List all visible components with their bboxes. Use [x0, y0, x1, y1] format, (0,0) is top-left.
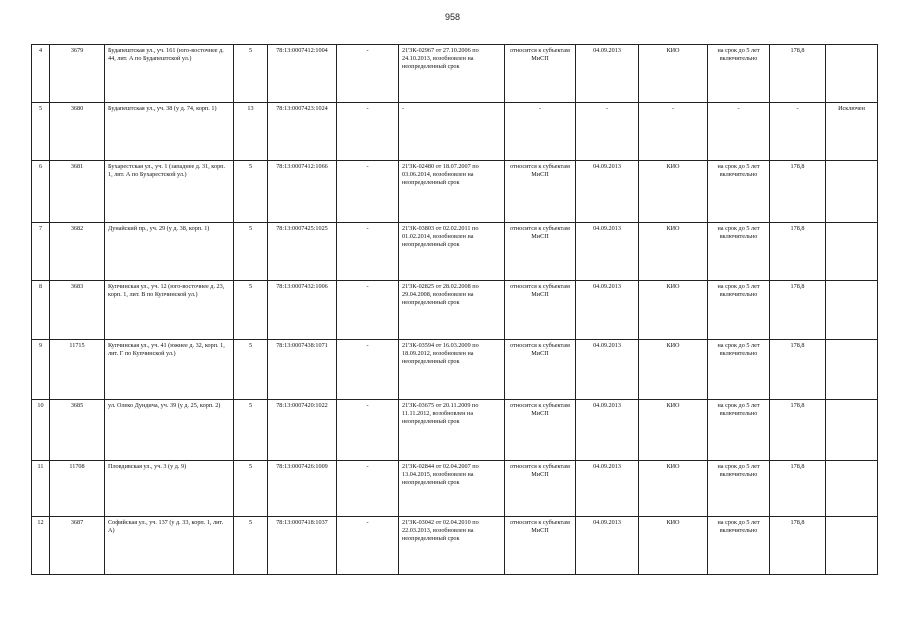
count-cell: 5	[234, 340, 268, 400]
date-cell: 04.09.2013	[576, 281, 639, 340]
area-cell: 178,8	[770, 161, 826, 223]
contract-cell: 21'ЗК-03042 от 02.04.2010 по 22.03.2013, возобновлен на неопределенный срок	[399, 517, 505, 575]
address-cell: Будапештская ул., уч. 38 (у д. 74, корп. 1)	[105, 103, 234, 161]
note-cell	[826, 400, 878, 461]
address-cell: Бухарестская ул., уч. 1 (западнее д. 31, корп. 1, лит. А по Бухарестской ул.)	[105, 161, 234, 223]
count-cell: 5	[234, 461, 268, 517]
dash-cell: -	[337, 340, 399, 400]
area-cell: 178,8	[770, 223, 826, 281]
area-cell: 178,8	[770, 400, 826, 461]
organization-cell: КИО	[639, 281, 708, 340]
address-cell: Пловдивская ул., уч. 3 (у д. 9)	[105, 461, 234, 517]
row-number: 6	[32, 161, 50, 223]
cadastral-number: 78:13:0007438:1071	[268, 340, 337, 400]
dash-cell: -	[337, 281, 399, 340]
page-number: 958	[444, 12, 461, 22]
table-row	[32, 161, 878, 223]
area-cell: -	[770, 103, 826, 161]
table-body	[32, 45, 878, 575]
date-cell: 04.09.2013	[576, 45, 639, 103]
cadastral-number: 78:13:0007426:1009	[268, 461, 337, 517]
object-id: 3681	[50, 161, 105, 223]
count-cell: 5	[234, 223, 268, 281]
cadastral-number: 78:13:0007412:1004	[268, 45, 337, 103]
term-cell: на срок до 5 лет включительно	[708, 461, 770, 517]
date-cell: 04.09.2013	[576, 161, 639, 223]
term-cell: -	[708, 103, 770, 161]
note-cell	[826, 517, 878, 575]
contract-cell: 21'ЗК-03675 от 20.11.2009 по 11.11.2012, возобновлен на неопределенный срок	[399, 400, 505, 461]
contract-cell: 21'ЗК-02967 от 27.10.2006 по 24.10.2013, возобновлен на неопределенный срок	[399, 45, 505, 103]
subject-cell: относится к субъектам МиСП	[505, 517, 576, 575]
organization-cell: КИО	[639, 161, 708, 223]
area-cell: 178,8	[770, 340, 826, 400]
dash-cell: -	[337, 161, 399, 223]
row-number: 11	[32, 461, 50, 517]
cadastral-number: 78:13:0007412:1066	[268, 161, 337, 223]
note-cell	[826, 161, 878, 223]
dash-cell: -	[337, 400, 399, 461]
subject-cell: относится к субъектам МиСП	[505, 461, 576, 517]
term-cell: на срок до 5 лет включительно	[708, 517, 770, 575]
row-number: 7	[32, 223, 50, 281]
contract-cell: 21'ЗК-03803 от 02.02.2011 по 01.02.2014, возобновлен на неопределенный срок	[399, 223, 505, 281]
note-cell	[826, 281, 878, 340]
row-number: 8	[32, 281, 50, 340]
table-row	[32, 223, 878, 281]
dash-cell: -	[337, 45, 399, 103]
note-cell	[826, 223, 878, 281]
term-cell: на срок до 5 лет включительно	[708, 340, 770, 400]
subject-cell: относится к субъектам МиСП	[505, 161, 576, 223]
area-cell: 178,8	[770, 281, 826, 340]
organization-cell: -	[639, 103, 708, 161]
organization-cell: КИО	[639, 340, 708, 400]
object-id: 3683	[50, 281, 105, 340]
object-id: 11715	[50, 340, 105, 400]
term-cell: на срок до 5 лет включительно	[708, 45, 770, 103]
address-cell: ул. Олеко Дундича, уч. 39 (у д. 25, корп. 2)	[105, 400, 234, 461]
registry-table	[31, 44, 878, 575]
contract-cell: 21'ЗК-02844 от 02.04.2007 по 13.04.2015, возобновлен на неопределенный срок	[399, 461, 505, 517]
count-cell: 5	[234, 281, 268, 340]
count-cell: 5	[234, 45, 268, 103]
object-id: 11708	[50, 461, 105, 517]
dash-cell: -	[337, 103, 399, 161]
object-id: 3679	[50, 45, 105, 103]
cadastral-number: 78:13:0007423:1024	[268, 103, 337, 161]
cadastral-number: 78:13:0007425:1025	[268, 223, 337, 281]
address-cell: Дунайский пр., уч. 29 (у д. 38, корп. 1)	[105, 223, 234, 281]
row-number: 12	[32, 517, 50, 575]
count-cell: 5	[234, 400, 268, 461]
note-cell	[826, 340, 878, 400]
date-cell: 04.09.2013	[576, 400, 639, 461]
area-cell: 178,8	[770, 45, 826, 103]
date-cell: -	[576, 103, 639, 161]
subject-cell: относится к субъектам МиСП	[505, 400, 576, 461]
address-cell: Будапештская ул., уч. 161 (юго-восточнее д. 44, лит. А по Будапештской ул.)	[105, 45, 234, 103]
organization-cell: КИО	[639, 223, 708, 281]
cadastral-number: 78:13:0007418:1037	[268, 517, 337, 575]
contract-cell: 21'ЗК-02825 от 28.02.2008 по 29.04.2008, возобновлен на неопределенный срок	[399, 281, 505, 340]
count-cell: 5	[234, 161, 268, 223]
date-cell: 04.09.2013	[576, 340, 639, 400]
note-cell: Исключен	[826, 103, 878, 161]
term-cell: на срок до 5 лет включительно	[708, 223, 770, 281]
address-cell: Купчинская ул., уч. 12 (юго-восточнее д. 23, корп. 1, лит. В по Купчинской ул.)	[105, 281, 234, 340]
table-row	[32, 340, 878, 400]
object-id: 3680	[50, 103, 105, 161]
object-id: 3682	[50, 223, 105, 281]
subject-cell: -	[505, 103, 576, 161]
row-number: 10	[32, 400, 50, 461]
object-id: 3685	[50, 400, 105, 461]
subject-cell: относится к субъектам МиСП	[505, 45, 576, 103]
date-cell: 04.09.2013	[576, 461, 639, 517]
count-cell: 13	[234, 103, 268, 161]
table-row	[32, 461, 878, 517]
row-number: 4	[32, 45, 50, 103]
subject-cell: относится к субъектам МиСП	[505, 223, 576, 281]
dash-cell: -	[337, 517, 399, 575]
organization-cell: КИО	[639, 400, 708, 461]
contract-cell: 21'ЗК-02480 от 18.07.2007 по 03.06.2014, возобновлен на неопределенный срок	[399, 161, 505, 223]
row-number: 9	[32, 340, 50, 400]
table-row	[32, 517, 878, 575]
subject-cell: относится к субъектам МиСП	[505, 281, 576, 340]
table-row	[32, 400, 878, 461]
organization-cell: КИО	[639, 461, 708, 517]
subject-cell: относится к субъектам МиСП	[505, 340, 576, 400]
dash-cell: -	[337, 461, 399, 517]
note-cell	[826, 461, 878, 517]
term-cell: на срок до 5 лет включительно	[708, 281, 770, 340]
count-cell: 5	[234, 517, 268, 575]
address-cell: Купчинская ул., уч. 41 (южнее д. 32, корп. 1, лит. Г по Купчинской ул.)	[105, 340, 234, 400]
dash-cell: -	[337, 223, 399, 281]
date-cell: 04.09.2013	[576, 517, 639, 575]
contract-cell: 21'ЗК-03594 от 16.03.2009 по 18.09.2012, возобновлен на неопределенный срок	[399, 340, 505, 400]
cadastral-number: 78:13:0007420:1022	[268, 400, 337, 461]
object-id: 3687	[50, 517, 105, 575]
table-row	[32, 281, 878, 340]
organization-cell: КИО	[639, 517, 708, 575]
cadastral-number: 78:13:0007432:1006	[268, 281, 337, 340]
row-number: 5	[32, 103, 50, 161]
area-cell: 178,8	[770, 461, 826, 517]
date-cell: 04.09.2013	[576, 223, 639, 281]
table-row	[32, 45, 878, 103]
address-cell: Софийская ул., уч. 137 (у д. 33, корп. 1, лит. А)	[105, 517, 234, 575]
contract-cell: -	[399, 103, 505, 161]
term-cell: на срок до 5 лет включительно	[708, 161, 770, 223]
note-cell	[826, 45, 878, 103]
area-cell: 178,8	[770, 517, 826, 575]
table-row	[32, 103, 878, 161]
term-cell: на срок до 5 лет включительно	[708, 400, 770, 461]
organization-cell: КИО	[639, 45, 708, 103]
